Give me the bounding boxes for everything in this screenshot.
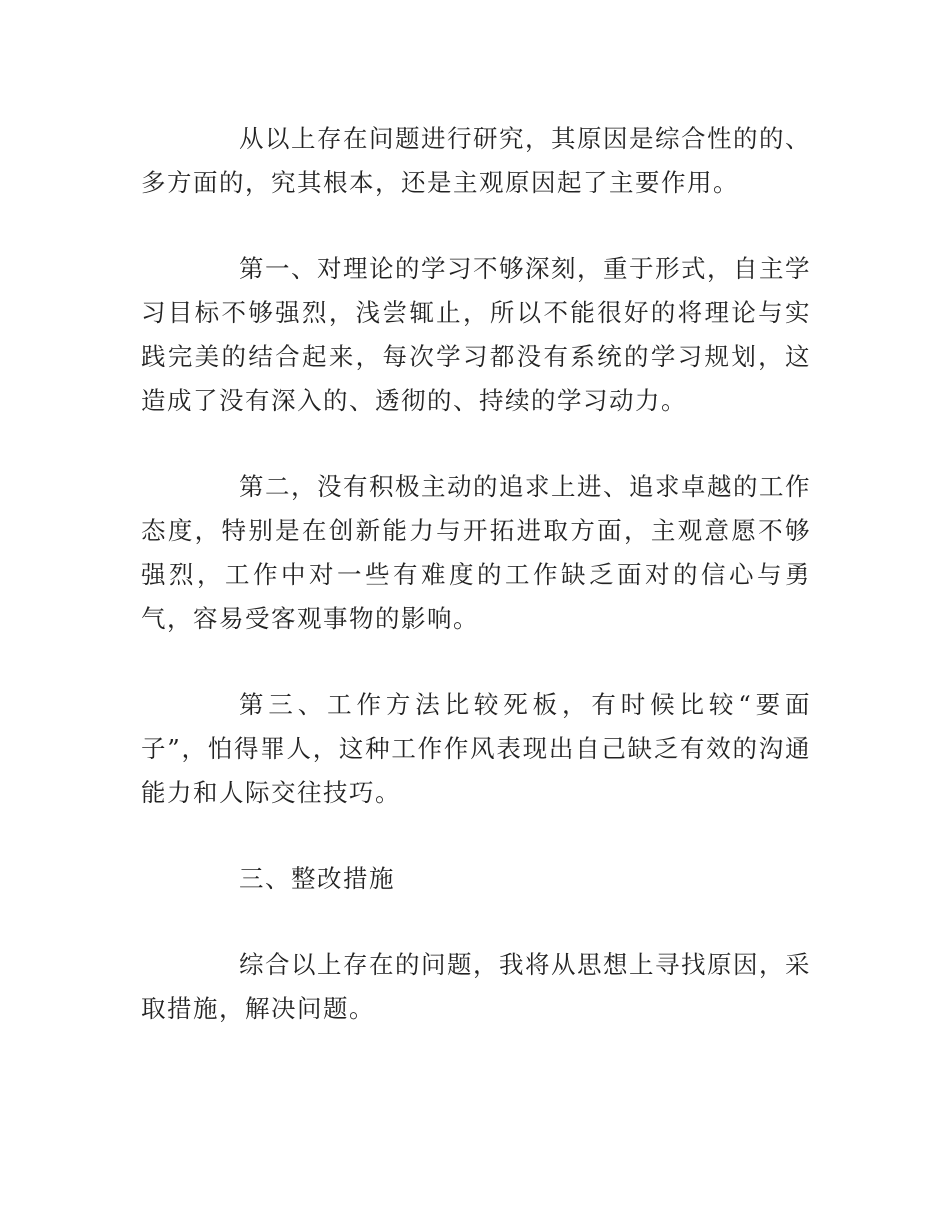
paragraph-cause-first: 第一、对理论的学习不够深刻，重于形式，自主学习目标不够强烈，浅尝辄止，所以不能很好的将理论与实践完美的结合起来，每次学习都没有系统的学习规划，这造成了没有深入的、透彻的、持续的学习动力。 [141,254,811,415]
paragraph-causes-intro: 从以上存在问题进行研究，其原因是综合性的的、多方面的，究其根本，还是主观原因起了主要作用。 [141,124,811,197]
paragraph-measures-intro: 综合以上存在的问题，我将从思想上寻找原因，采取措施，解决问题。 [141,950,811,1023]
section-heading-measures: 三、整改措施 [239,864,395,893]
document-body [141,117,811,1073]
paragraph-cause-third: 第三、工作方法比较死板，有时候比较“要面子”，怕得罪人，这种工作作风表现出自己缺乏有效的沟通能力和人际交往技巧。 [141,690,811,807]
paragraph-cause-second: 第二，没有积极主动的追求上进、追求卓越的工作态度，特别是在创新能力与开拓进取方面，主观意愿不够强烈，工作中对一些有难度的工作缺乏面对的信心与勇气，容易受客观事物的影响。 [141,472,811,633]
